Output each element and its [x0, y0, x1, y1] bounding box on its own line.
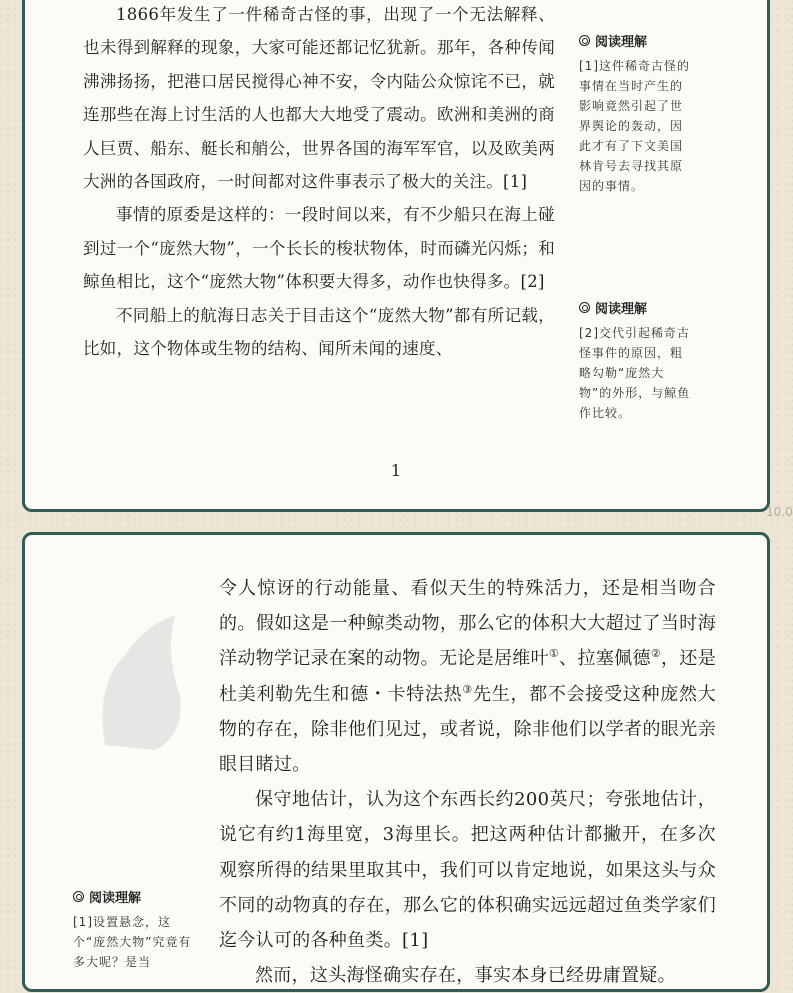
text-run: 令人惊讶的行动能量、看似天生的特殊活力，还是相当吻合的。假如这是一种鲸类动物，那么它的体积大大超过了当时海洋动物学记录在案的动物。无论是居维叶	[219, 578, 716, 670]
note-title: 阅读理解	[595, 302, 648, 317]
book-page-2	[22, 532, 770, 992]
footnote-marker: ①	[548, 647, 560, 661]
edge-stamp: 10.0	[766, 505, 793, 519]
page-number: 1	[390, 461, 402, 480]
double-circle-icon	[579, 35, 590, 46]
main-text-column	[219, 571, 716, 993]
note-heading	[73, 887, 195, 906]
paragraph: 1866年发生了一件稀奇古怪的事，出现了一个无法解释、也未得到解释的现象，大家可能还都记忆犹新。那年，各种传闻沸沸扬扬，把港口居民搅得心神不安，令内陆公众惊诧不已，就连那些在海上讨生活的人也都大大地受了震动。欧洲和美洲的商人巨贾、船东、艇长和艄公，世界各国的海军军官，以及欧美两大洲的各国政府，一时间都对这件事表示了极大的关注。[1]	[83, 5, 555, 192]
note-body: [2]交代引起稀奇古怪事件的原因，粗略勾勒“庞然大物”的外形，与鲸鱼作比较。	[579, 326, 691, 420]
paragraph	[219, 571, 716, 782]
faded-illustration	[85, 595, 205, 755]
note-title: 阅读理解	[595, 35, 648, 50]
paragraph: 然而，这头海怪确实存在，事实本身已经毋庸置疑。	[255, 965, 676, 987]
paragraph: 事情的原委是这样的：一段时间以来，有不少船只在海上碰到过一个“庞然大物”，一个长长的梭状物体，时而磷光闪烁；和鲸鱼相比，这个“庞然大物”体积要大得多，动作也快得多。[2]	[83, 205, 555, 292]
note-heading	[579, 298, 695, 317]
note-body: [1]这件稀奇古怪的事情在当时产生的影响竟然引起了世界舆论的轰动，因此才有了下文美国林肯号去寻找其原因的事情。	[579, 59, 690, 193]
paragraph: 保守地估计，认为这个东西长约200英尺；夸张地估计，说它有约1海里宽，3海里长。把这两种估计都撇开，在多次观察所得的结果里取其中，我们可以肯定地说，如果这头与众不同的动物真的存在，那么它的体积确实远远超过鱼类学家们迄今认可的各种鱼类。[1]	[219, 789, 716, 952]
text-run: ，还是杜美利勒先生和德・卡特法热	[219, 648, 716, 705]
text-run: 、拉塞佩德	[559, 648, 651, 670]
reading-note	[579, 31, 695, 196]
book-page-1	[22, 0, 770, 512]
double-circle-icon	[579, 302, 590, 313]
reading-note	[73, 887, 195, 972]
note-body: [1]设置悬念，这个“庞然大物”究竟有多大呢？是当	[73, 915, 192, 969]
reading-note	[579, 298, 695, 423]
footnote-marker: ②	[650, 647, 662, 661]
note-title: 阅读理解	[89, 891, 142, 906]
main-text-column	[83, 0, 555, 365]
text-run: 先生，都不会接受这种庞然大物的存在，除非他们见过，或者说，除非他们以学者的眼光亲眼目睹过。	[219, 683, 716, 776]
note-heading	[579, 31, 695, 50]
paragraph: 不同船上的航海日志关于目击这个“庞然大物”都有所记载，比如，这个物体或生物的结构、闻所未闻的速度、	[83, 305, 555, 359]
double-circle-icon	[73, 891, 84, 902]
footnote-marker: ③	[462, 682, 473, 696]
